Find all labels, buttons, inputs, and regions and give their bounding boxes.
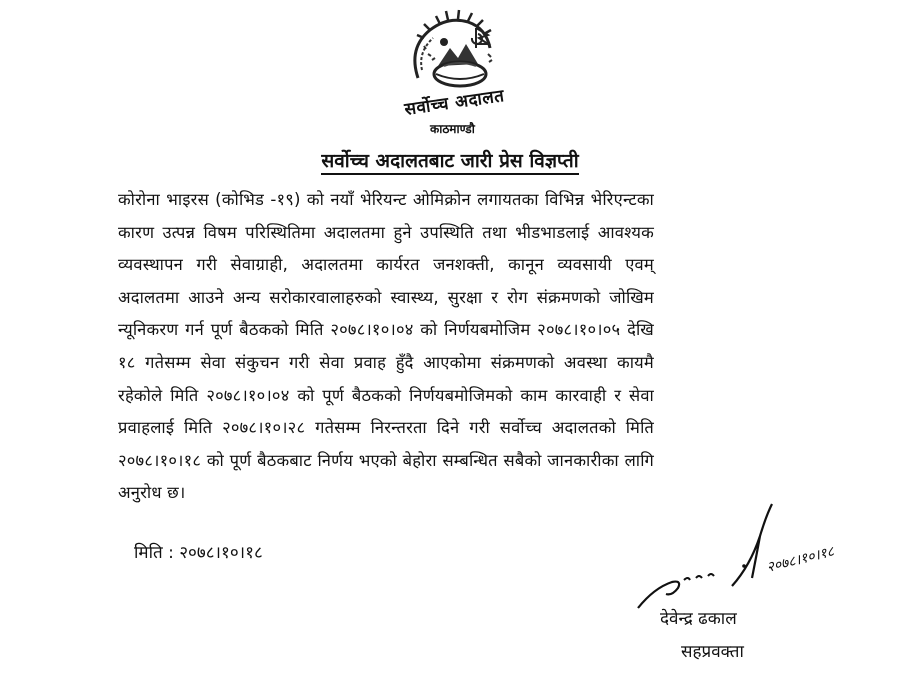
signature-icon <box>632 496 892 616</box>
page-title-text: सर्वोच्च अदालतबाट जारी प्रेस विज्ञप्ती <box>321 150 578 175</box>
signature-date: २०७८।१०।१८ <box>765 543 836 576</box>
handwritten-signature <box>632 496 892 616</box>
court-name: सर्वोच्च अदालत <box>403 86 506 120</box>
signatory-name: देवेन्द्र ढकाल <box>660 609 737 629</box>
release-date: मिति : २०७८।१०।१८ <box>134 543 263 563</box>
page-title <box>0 147 900 173</box>
signatory-title: सहप्रवक्ता <box>681 642 744 662</box>
court-location: काठमाण्डौ <box>430 122 475 136</box>
press-release-body: कोरोना भाइरस (कोभिड -१९) को नयाँ भेरियन्ट ओमिक्रोन लगायतका विभिन्न भेरिएन्टका कारण उत्पन्न विषम परिस्थितिमा अदालतमा हुने उपस्थिति तथा भीडभाडलाई आवश्यक व्यवस्थापन गरी सेवाग्राही, अदालतमा कार्यरत जनशक्ती, कानून व्यवसायी एवम् अदालतमा आउने अन्य सरोकारवालाहरुको स्वास्थ्य, सुरक्षा र रोग संक्रमणको जोखिम न्यूनिकरण गर्न पूर्ण बैठकको मिति २०७८।१०।०४ को निर्णयबमोजिम २०७८।१०।०५ देखि १८ गतेसम्म सेवा संकुचन गरी सेवा प्रवाह हुँदै आएकोमा संक्रमणको अवस्था कायमै रहेकोले मिति २०७८।१०।०४ को पूर्ण बैठकको निर्णयबमोजिमको काम कारवाही र सेवा प्रवाहलाई मिति २०७८।१०।२८ गतेसम्म निरन्तरता दिने गरी सर्वोच्च अदालतको मिति २०७८।१०।१८ को पूर्ण बैठकबाट निर्णय भएको बेहोरा सम्बन्धित सबैको जानकारीका लागि अनुरोध छ। <box>118 190 654 503</box>
